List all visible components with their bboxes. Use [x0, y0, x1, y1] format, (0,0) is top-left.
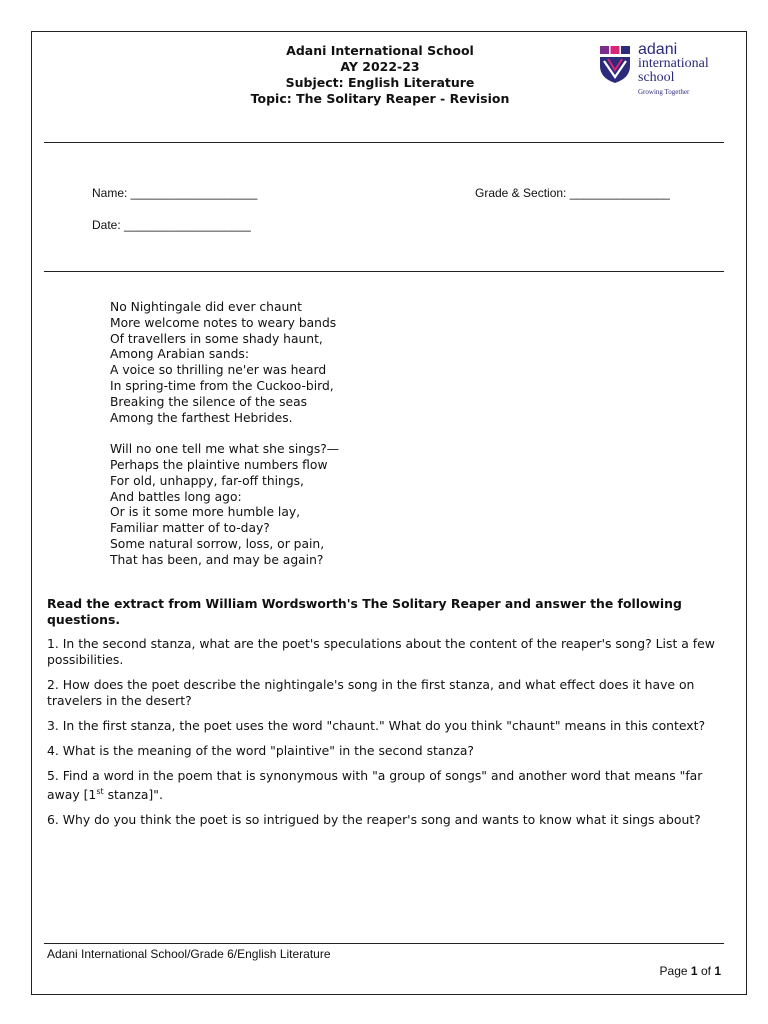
question-6: 6. Why do you think the poet is so intrigued by the reaper's song and wants to know what it sings about? [47, 812, 701, 828]
school-name: Adani International School [286, 43, 474, 58]
logo-subtitle [638, 57, 709, 85]
question-1: 1. In the second stanza, what are the poet's speculations about the content of the reaper's song? List a few possibilities. [47, 636, 715, 667]
instructions: Read the extract from William Wordsworth's The Solitary Reaper and answer the following questions. [47, 596, 682, 627]
poem-line: That has been, and may be again? [110, 552, 324, 567]
logo-sub-line-2: school [638, 70, 675, 85]
poem-line: Perhaps the plaintive numbers flow [110, 457, 328, 472]
poem-line: Will no one tell me what she sings?— [110, 442, 340, 457]
poem-line: No Nightingale did ever chaunt [110, 300, 302, 314]
questions-section [47, 596, 723, 837]
page-current: 1 [690, 964, 698, 978]
question-5-text: 5. Find a word in the poem that is synonymous with "a group of songs" and another word that means "far away [1 [47, 768, 703, 803]
poem-line: Among the farthest Hebrides. [110, 410, 293, 425]
logo-tagline: Growing Together [638, 88, 690, 96]
poem-line: Familiar matter of to-day? [110, 521, 270, 536]
page-word: Page [659, 964, 688, 978]
poem-line: Or is it some more humble lay, [110, 505, 301, 520]
document-header [150, 43, 610, 107]
poem-line: In spring-time from the Cuckoo-bird, [110, 378, 334, 393]
page-number [660, 964, 721, 978]
logo-sub-line-1: international [638, 56, 709, 71]
stanza-2 [110, 442, 339, 568]
footer-divider [44, 943, 724, 944]
poem-line: More welcome notes to weary bands [110, 315, 337, 330]
of-word: of [700, 964, 711, 978]
shield-logo-icon [598, 44, 632, 84]
page-total: 1 [714, 964, 721, 978]
question-5-text-end: stanza]". [103, 787, 163, 803]
school-logo [598, 41, 728, 100]
question-3: 3. In the first stanza, the poet uses the word "chaunt." What do you think "chaunt" means in this context? [47, 718, 706, 733]
question-5-superscript: st [96, 787, 104, 796]
poem-line: And battles long ago: [110, 489, 242, 504]
poem-line: Among Arabian sands: [110, 347, 249, 362]
footer-school: Adani International School/Grade 6/English Literature [47, 947, 331, 961]
subject: Subject: English Literature [285, 75, 475, 90]
logo-name: adani [638, 41, 678, 58]
question-4: 4. What is the meaning of the word "plaintive" in the second stanza? [47, 743, 475, 758]
poem-line: For old, unhappy, far-off things, [110, 473, 304, 488]
poem-line: Breaking the silence of the seas [110, 394, 308, 409]
poem-extract [110, 300, 339, 569]
stanza-1 [110, 300, 339, 426]
header-divider [44, 142, 724, 143]
grade-section-field[interactable]: Grade & Section: _______________ [475, 186, 670, 200]
date-field[interactable]: Date: ___________________ [92, 218, 251, 232]
academic-year: AY 2022-23 [340, 59, 420, 74]
poem-line: A voice so thrilling ne'er was heard [110, 363, 327, 378]
question-5 [47, 768, 723, 803]
topic: Topic: The Solitary Reaper - Revision [250, 91, 510, 106]
stanza-gap [110, 426, 339, 442]
fields-divider [44, 271, 724, 272]
question-2: 2. How does the poet describe the nightingale's song in the first stanza, and what effect does it have on travelers in the desert? [47, 677, 695, 708]
poem-line: Of travellers in some shady haunt, [110, 331, 323, 346]
name-field[interactable]: Name: ___________________ [92, 186, 258, 200]
poem-line: Some natural sorrow, loss, or pain, [110, 536, 325, 551]
